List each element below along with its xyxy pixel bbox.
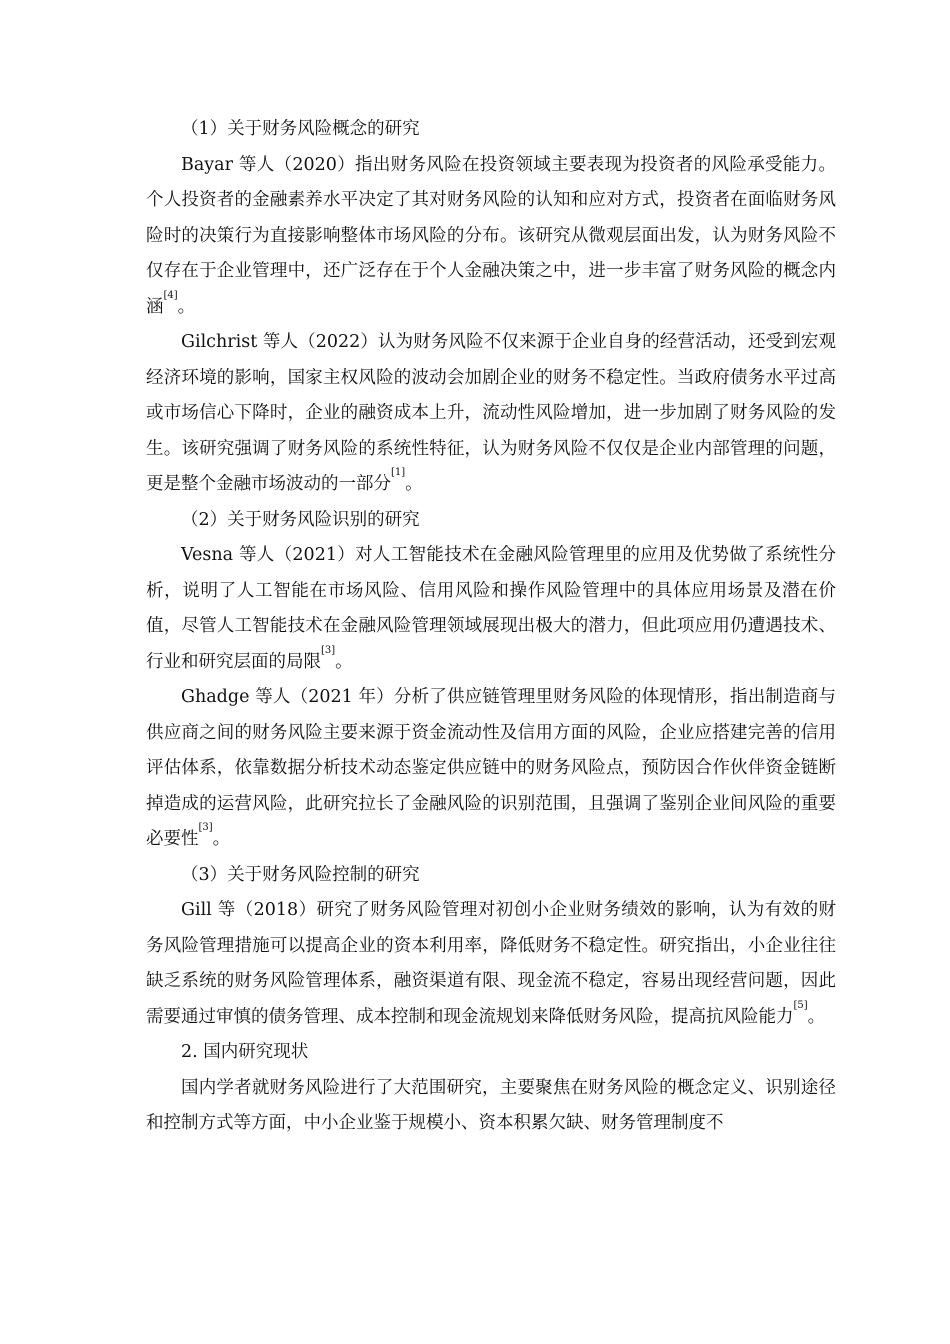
document-body	[146, 112, 836, 1142]
paragraph-vesna: Vesna 等人（2021）对人工智能技术在金融风险管理里的应用及优势做了系统性分析，说明了人工智能在市场风险、信用风险和操作风险管理中的具体应用场景及潜在价值，尽管人工智能技术在金融风险管理领域展现出极大的潜力，但此项应用仍遭遇技术、行业和研究层面的局限[3]。	[146, 545, 836, 672]
citation: [3]	[321, 644, 336, 656]
paragraph-bayar: Bayar 等人（2020）指出财务风险在投资领域主要表现为投资者的风险承受能力。个人投资者的金融素养水平决定了其对财务风险的认知和应对方式，投资者在面临财务风险时的决策行为直接影响整体市场风险的分布。该研究从微观层面出发，认为财务风险不仅存在于企业管理中，还广泛存在于个人金融决策之中，进一步丰富了财务风险的概念内涵[4]。	[146, 154, 836, 317]
citation: [1]	[391, 467, 406, 479]
citation: [3]	[198, 822, 213, 834]
section-heading-concept: （1）关于财务风险概念的研究	[181, 119, 420, 139]
paragraph-domestic: 国内学者就财务风险进行了大范围研究，主要聚焦在财务风险的概念定义、识别途径和控制方式等方面，中小企业鉴于规模小、资本积累欠缺、财务管理制度不	[146, 1077, 836, 1133]
citation: [4]	[163, 289, 178, 301]
paragraph-gilchrist: Gilchrist 等人（2022）认为财务风险不仅来源于企业自身的经营活动，还受到宏观经济环境的影响，国家主权风险的波动会加剧企业的财务不稳定性。当政府债务水平过高或市场信心下降时，企业的融资成本上升，流动性风险增加，进一步加剧了财务风险的发生。该研究强调了财务风险的系统性特征，认为财务风险不仅仅是企业内部管理的问题，更是整个金融市场波动的一部分[1]。	[146, 332, 836, 494]
section-heading-control: （3）关于财务风险控制的研究	[181, 864, 420, 885]
section-heading-identification: （2）关于财务风险识别的研究	[181, 509, 420, 530]
citation: [5]	[793, 999, 808, 1011]
paragraph-ghadge: Ghadge 等人（2021 年）分析了供应链管理里财务风险的体现情形，指出制造商与供应商之间的财务风险主要来源于资金流动性及信用方面的风险，企业应搭建完善的信用评估体系，依靠数据分析技术动态鉴定供应链中的财务风险点，预防因合作伙伴资金链断掉造成的运营风险，此研究拉长了金融风险的识别范围，且强调了鉴别企业间风险的重要必要性[3]。	[146, 687, 836, 849]
section-heading-domestic: 2. 国内研究现状	[181, 1042, 309, 1062]
paragraph-gill: Gill 等（2018）研究了财务风险管理对初创小企业财务绩效的影响，认为有效的财务风险管理措施可以提高企业的资本利用率，降低财务不稳定性。研究指出，小企业往往缺乏系统的财务风险管理体系，融资渠道有限、现金流不稳定，容易出现经营问题，因此需要通过审慎的债务管理、成本控制和现金流规划来降低财务风险，提高抗风险能力[5]。	[146, 900, 836, 1027]
